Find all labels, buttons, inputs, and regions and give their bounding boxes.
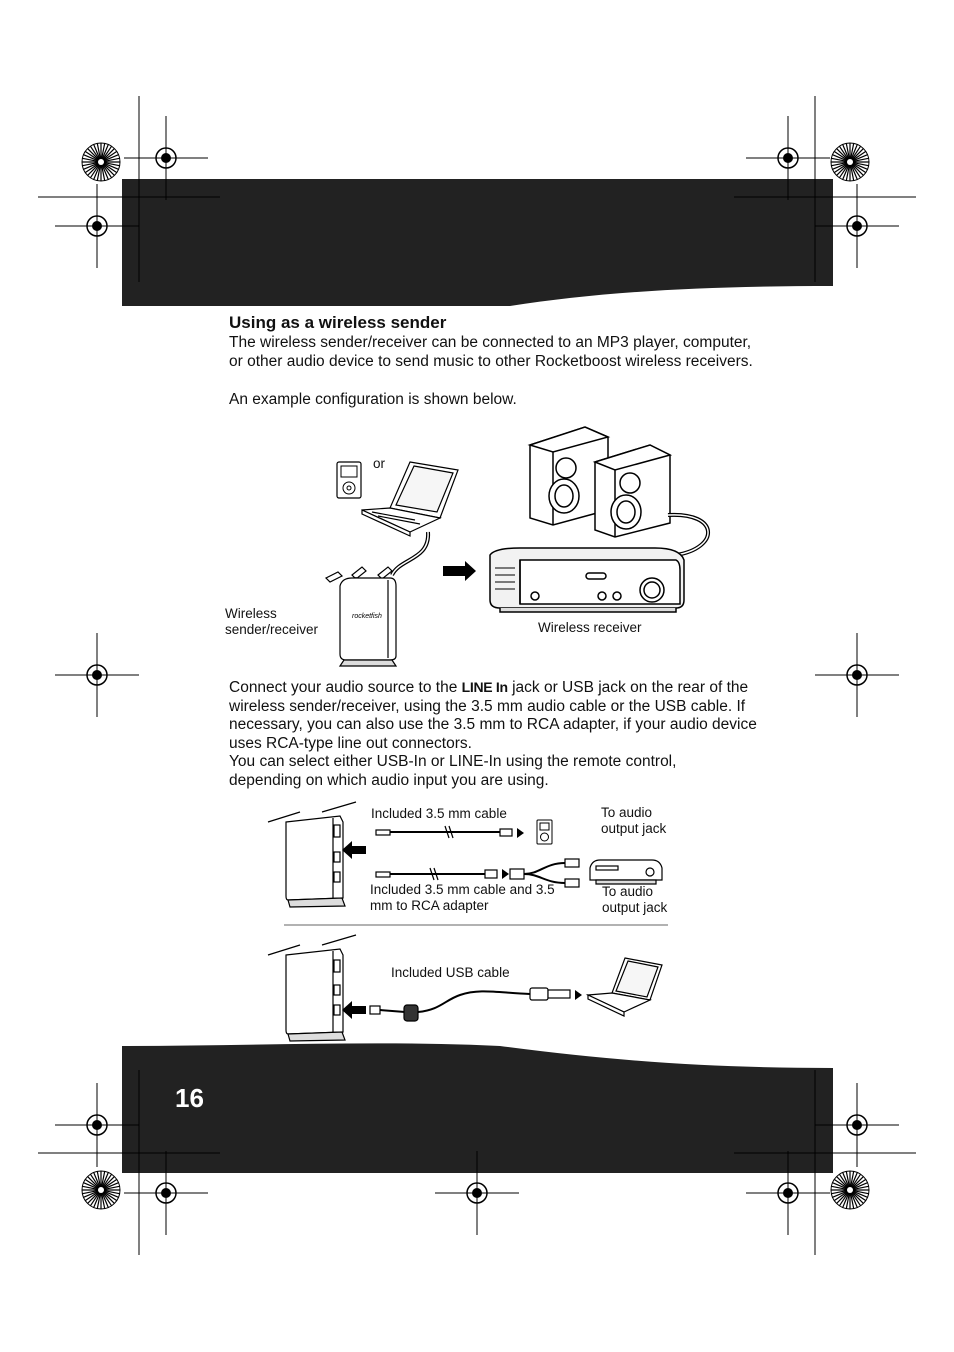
mp3-player-icon xyxy=(337,462,361,498)
audio-device-icon xyxy=(590,860,662,884)
laptop-small-icon xyxy=(588,958,662,1016)
sender-rear-icon-bottom xyxy=(268,935,356,1041)
arrow-left-icon xyxy=(342,841,366,859)
arrow-right-icon xyxy=(443,561,476,581)
mp3-player-small-icon xyxy=(537,820,552,844)
example-paragraph: An example configuration is shown below. xyxy=(229,391,517,408)
usb-cable-icon xyxy=(370,988,570,1021)
connect-text-before: Connect your audio source to the xyxy=(229,679,462,696)
intro-paragraph: The wireless sender/receiver can be connected to an MP3 player, computer, or other audio device to send music to other Rocketboost wireless receivers. xyxy=(229,334,753,370)
cable2-label: Included 3.5 mm cable and 3.5 mm to RCA adapter xyxy=(370,882,555,913)
sender-brand: rocketfish xyxy=(352,613,382,620)
cable1-label: Included 3.5 mm cable xyxy=(371,806,507,821)
speaker-right-icon xyxy=(595,445,670,537)
line-in-keyword: LINE In xyxy=(461,679,508,695)
connect-paragraph xyxy=(229,678,764,753)
laptop-icon xyxy=(362,462,458,536)
or-label: or xyxy=(373,456,386,471)
usb-label: Included USB cable xyxy=(391,965,510,980)
wireless-receiver-icon xyxy=(490,548,684,612)
jack1-label: To audio output jack xyxy=(601,805,667,836)
jack2-label: To audio output jack xyxy=(602,884,668,915)
receiver-label: Wireless receiver xyxy=(538,620,642,635)
page-number: 16 xyxy=(175,1083,204,1113)
sender-rear-icon-top xyxy=(268,802,356,907)
sender-label: Wireless sender/receiver xyxy=(225,606,319,637)
section-heading: Using as a wireless sender xyxy=(229,313,447,332)
connect-text-after: jack or USB jack on the rear of the wireless sender/receiver, using the 3.5 mm audio cable or the USB cable. If necessary, you can also use the 3.5 mm to RCA adapter, if your audio device uses RCA-type line out connectors. xyxy=(229,679,757,752)
select-paragraph: You can select either USB-In or LINE-In using the remote control, depending on which audio input you are using. xyxy=(229,753,677,789)
